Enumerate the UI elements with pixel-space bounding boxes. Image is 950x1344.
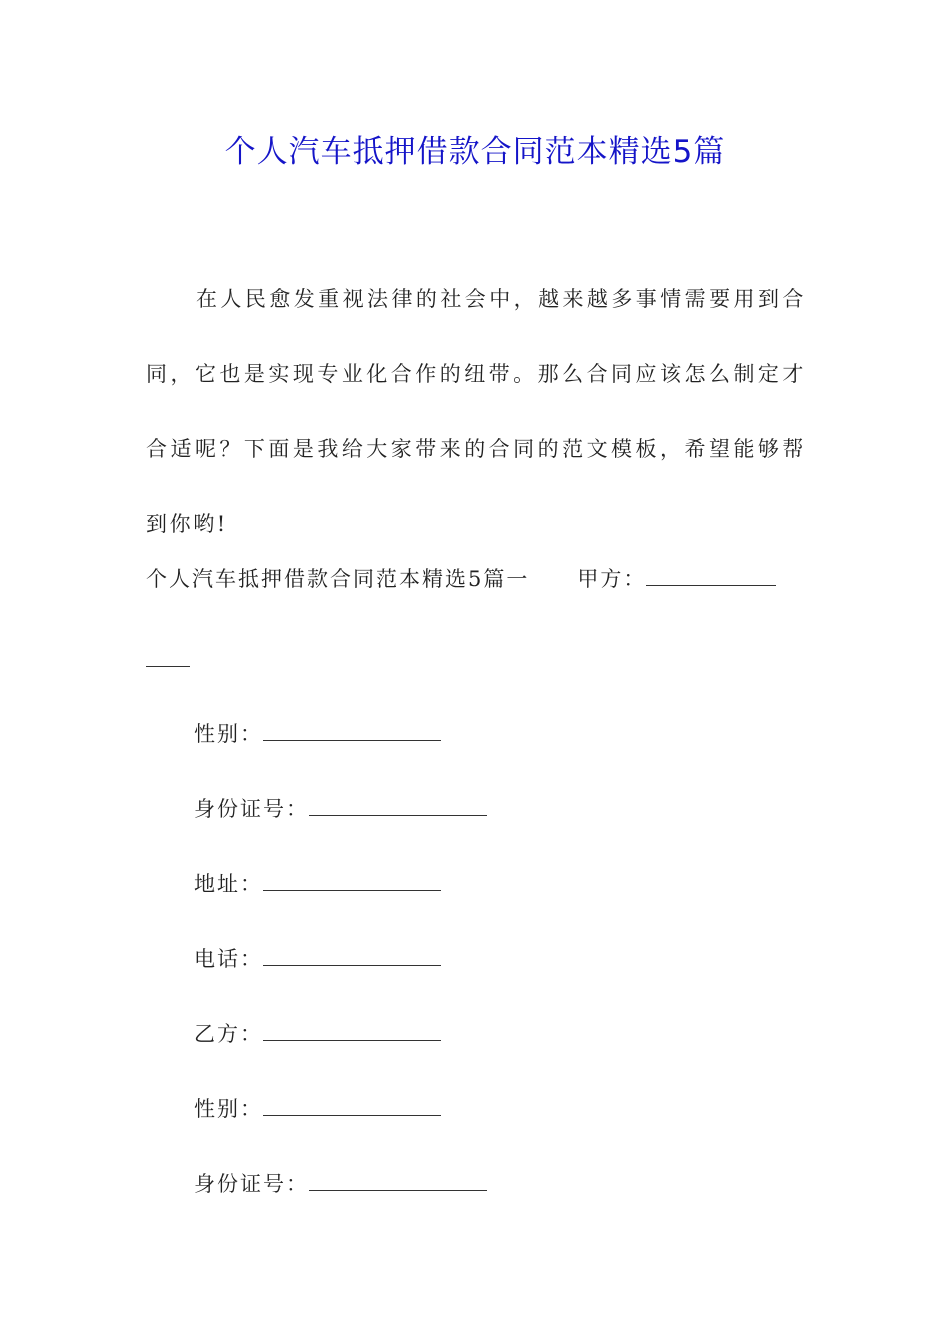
section-heading-line bbox=[146, 563, 776, 593]
field-gender-b bbox=[194, 1093, 441, 1123]
field-id-number-a bbox=[194, 793, 487, 823]
field-blank bbox=[263, 1018, 441, 1041]
field-address-a bbox=[194, 868, 441, 898]
party-a-blank bbox=[646, 563, 776, 586]
field-party-b bbox=[194, 1018, 441, 1048]
field-blank bbox=[263, 868, 441, 891]
field-gender-a bbox=[194, 718, 441, 748]
field-id-number-b bbox=[194, 1168, 487, 1198]
field-label: 地址： bbox=[194, 872, 263, 896]
field-phone-a bbox=[194, 943, 441, 973]
field-label: 电话： bbox=[194, 947, 263, 971]
field-label: 性别： bbox=[194, 1097, 263, 1121]
field-blank bbox=[263, 718, 441, 741]
field-label: 身份证号： bbox=[194, 797, 309, 821]
document-title: 个人汽车抵押借款合同范本精选5篇 bbox=[224, 134, 726, 170]
field-label: 身份证号： bbox=[194, 1172, 309, 1196]
party-a-label: 甲方： bbox=[577, 567, 647, 591]
section-heading: 个人汽车抵押借款合同范本精选5篇一 bbox=[146, 567, 530, 591]
field-blank bbox=[309, 1168, 487, 1191]
intro-paragraph: 在人民愈发重视法律的社会中，越来越多事情需要用到合同，它也是实现专业化合作的纽带。那么合同应该怎么制定才合适呢？下面是我给大家带来的合同的范文模板，希望能够帮到你哟! bbox=[146, 287, 806, 536]
field-label: 性别： bbox=[194, 722, 263, 746]
field-label: 乙方： bbox=[194, 1022, 263, 1046]
field-blank bbox=[309, 793, 487, 816]
party-a-blank-continuation bbox=[146, 646, 190, 667]
field-blank bbox=[263, 1093, 441, 1116]
field-blank bbox=[263, 943, 441, 966]
